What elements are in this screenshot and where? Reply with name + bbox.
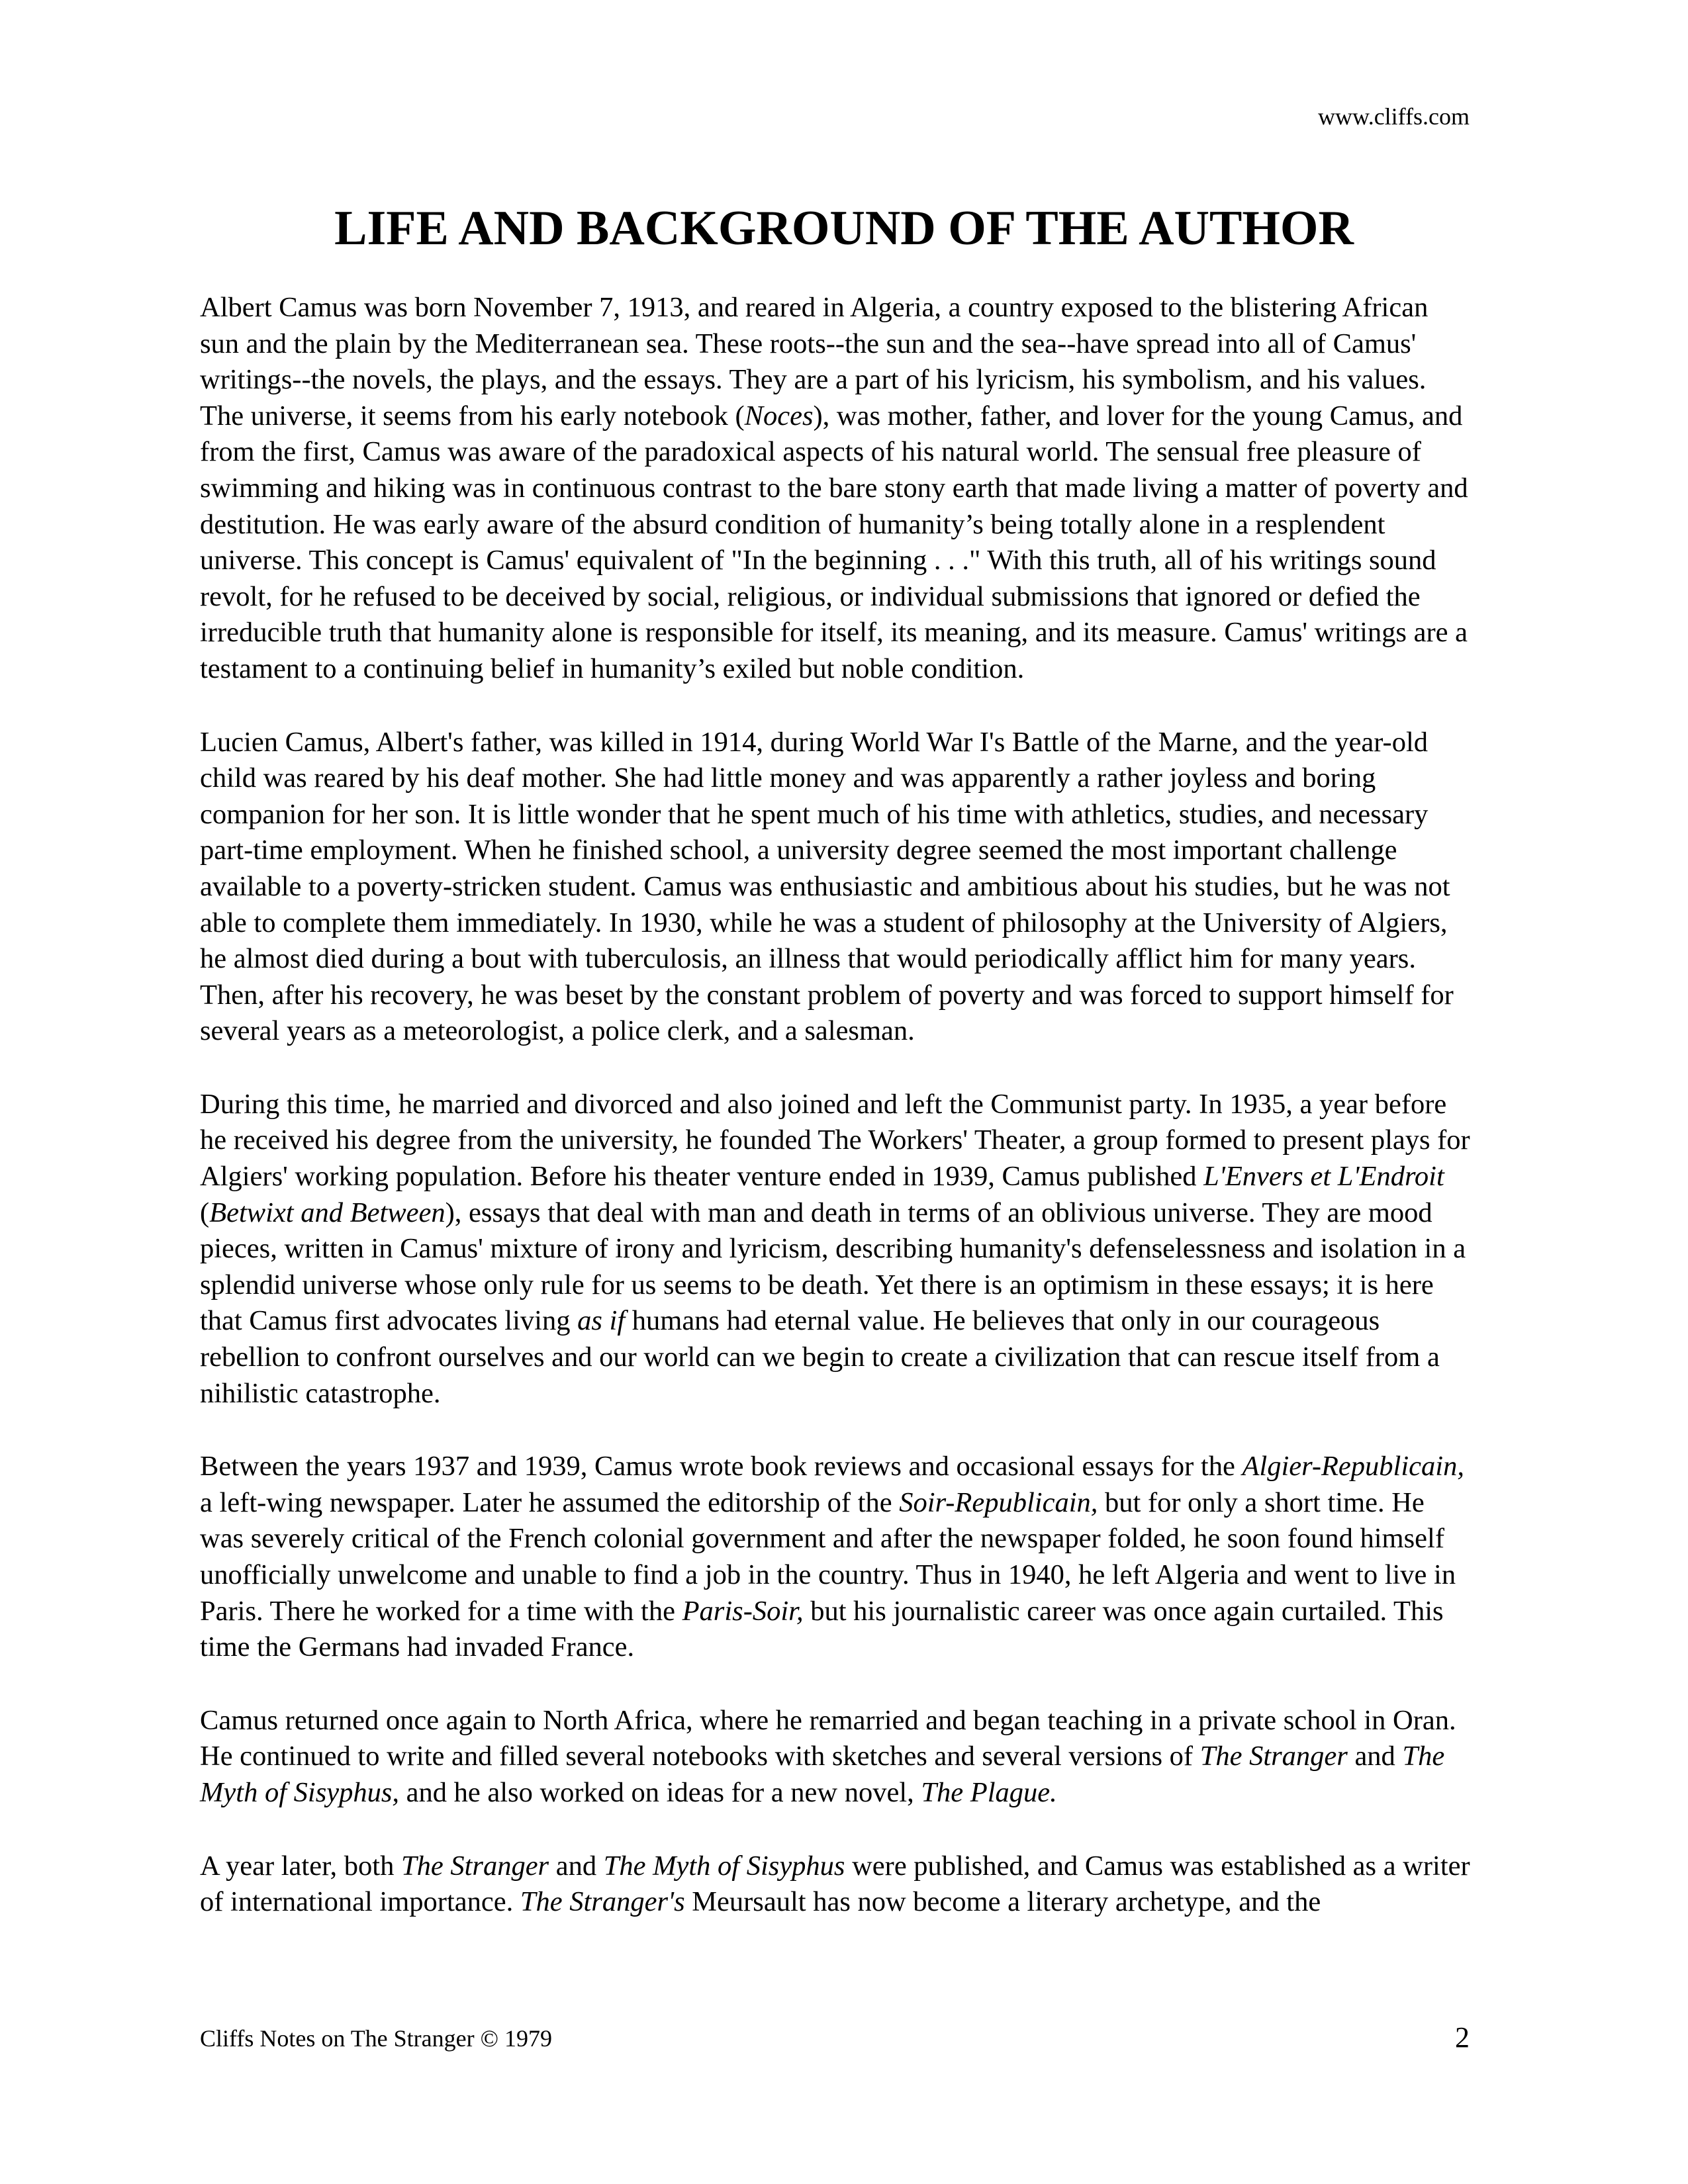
article-body — [200, 290, 1471, 1958]
italic-title: as if — [577, 1305, 626, 1337]
paragraph-4: Between the years 1937 and 1939, Camus wrote book reviews and occasional essays for the Algier-Republicain, a left-wing newspaper. Later he assumed the editorship of the Soir-Republicain, but for only a short time. He was severely critical of the French colonial government and after the newspaper folded, he soon found himself unofficially unwelcome and unable to find a job in the country. Thus in 1940, he left Algeria and went to live in Paris. There he worked for a time with the Paris-Soir, but his journalistic career was once again curtailed. This time the Germans had invaded France. — [200, 1451, 1464, 1663]
paragraph-1: Albert Camus was born November 7, 1913, and reared in Algeria, a country exposed to the blistering African sun and the plain by the Mediterranean sea. These roots--the sun and the sea--have spread into all of Camus' writings--the novels, the plays, and the essays. They are a part of his lyricism, his symbolism, and his values. The universe, it seems from his early notebook (Noces), was mother, father, and lover for the young Camus, and from the first, Camus was aware of the paradoxical aspects of his natural world. The sensual free pleasure of swimming and hiking was in continuous contrast to the bare stony earth that made living a matter of poverty and destitution. He was early aware of the absurd condition of humanity’s being totally alone in a resplendent universe. This concept is Camus' equivalent of "In the beginning . . ." With this truth, all of his writings sound revolt, for he refused to be deceived by social, religious, or individual submissions that ignored or defied the irreducible truth that humanity alone is responsible for itself, its meaning, and its measure. Camus' writings are a testament to a continuing belief in humanity’s exiled but noble condition. — [200, 292, 1468, 684]
italic-title: Soir-Republicain, — [899, 1486, 1098, 1518]
italic-title: Algier-Republicain, — [1242, 1451, 1464, 1482]
header-url: www.cliffs.com — [1318, 103, 1470, 130]
italic-title: Betwixt and Between — [209, 1197, 445, 1228]
italic-title: Noces — [744, 400, 814, 432]
italic-title: L'Envers et L'Endroit — [1203, 1161, 1444, 1193]
paragraph-5: Camus returned once again to North Africa, where he remarried and began teaching in a private school in Oran. He continued to write and filled several notebooks with sketches and several versions of The Stranger and The Myth of Sisyphus, and he also worked on ideas for a new novel, The Plague. — [200, 1704, 1456, 1808]
paragraph-2: Lucien Camus, Albert's father, was killed in 1914, during World War I's Battle of the Marne, and the year-old child was reared by his deaf mother. She had little money and was apparently a rather joyless and boring companion for her son. It is little wonder that he spent much of his time with athletics, studies, and necessary part-time employment. When he finished school, a university degree seemed the most important challenge available to a poverty-stricken student. Camus was enthusiastic and ambitious about his studies, but he was not able to complete them immediately. In 1930, while he was a student of philosophy at the University of Algiers, he almost died during a bout with tuberculosis, an illness that would periodically afflict him for many years. Then, after his recovery, he was beset by the constant problem of poverty and was forced to support himself for several years as a meteorologist, a police clerk, and a salesman. — [200, 726, 1454, 1047]
italic-title: The Myth of Sisyphus, — [200, 1741, 1445, 1808]
italic-title: The Stranger — [1199, 1741, 1348, 1772]
italic-title: The Plague. — [921, 1776, 1057, 1808]
paragraph-3: During this time, he married and divorced and also joined and left the Communist party. In 1935, a year before he received his degree from the university, he founded The Workers' Theater, a group formed to present plays for Algiers' working population. Before his theater venture ended in 1939, Camus published L'Envers et L'Endroit (Betwixt and Between), essays that deal with man and death in terms of an oblivious universe. They are mood pieces, written in Camus' mixture of irony and lyricism, describing humanity's defenselessness and isolation in a splendid universe whose only rule for us seems to be death. Yet there is an optimism in these essays; it is here that Camus first advocates living as if humans had eternal value. He believes that only in our courageous rebellion to confront ourselves and our world can we begin to create a civilization that can rescue itself from a nihilistic catastrophe. — [200, 1088, 1470, 1409]
footer-source: Cliffs Notes on The Stranger © 1979 — [200, 2025, 552, 2052]
italic-title: The Stranger's — [520, 1886, 685, 1918]
italic-title: The Stranger — [400, 1850, 549, 1882]
page-number: 2 — [1455, 2021, 1470, 2054]
page-title: LIFE AND BACKGROUND OF THE AUTHOR — [334, 201, 1354, 255]
italic-title: Paris-Soir, — [682, 1595, 804, 1627]
paragraph-6: A year later, both The Stranger and The Myth of Sisyphus were published, and Camus was established as a writer of international importance. The Stranger's Meursault has now become a literary archetype, and the — [200, 1850, 1470, 1918]
italic-title: The Myth of Sisyphus — [603, 1850, 845, 1882]
